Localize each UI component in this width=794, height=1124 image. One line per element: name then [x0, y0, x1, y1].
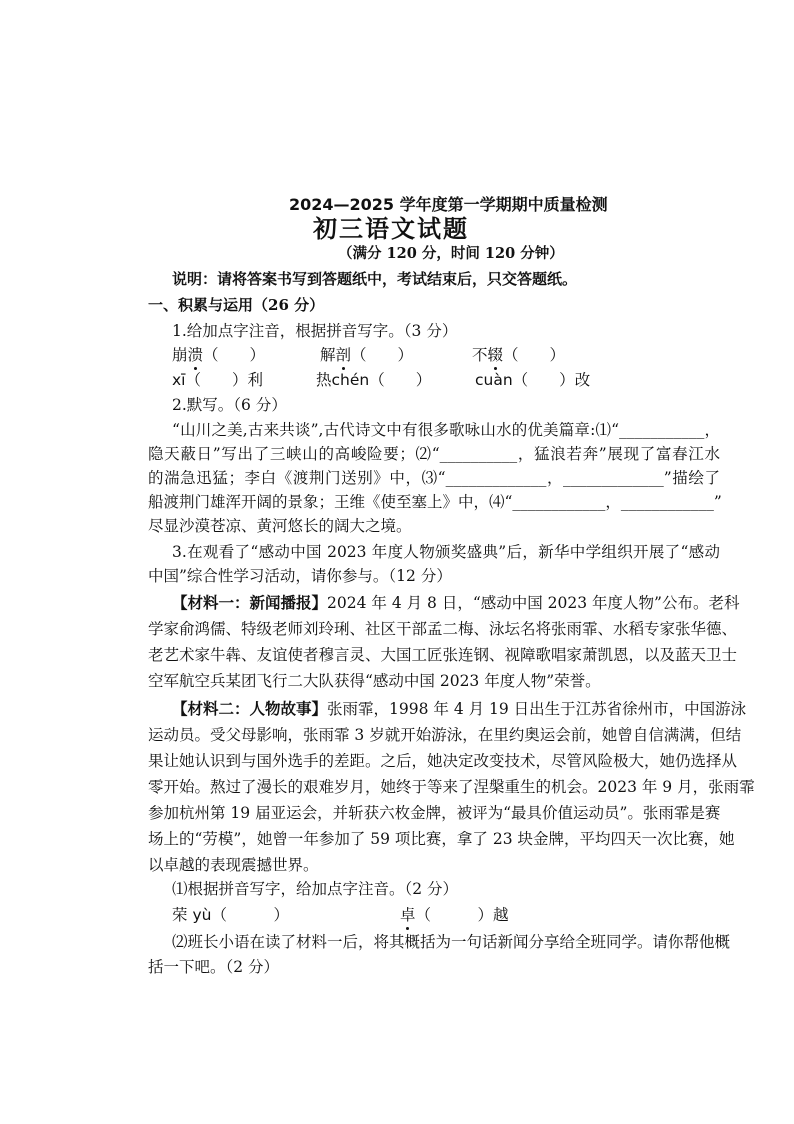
- q1-item-pre: 热: [316, 371, 332, 389]
- material-2-line: [172, 698, 747, 720]
- q2-text-line: 尽显沙漠苍凉、黄河悠长的阔大之境。: [148, 517, 412, 535]
- q2-text-line: “山川之美,古来共谈”,古代诗文中有很多歌咏山水的优美篇章:⑴“___________，: [172, 421, 720, 439]
- material-2-line: 运动员。受父母影响，张雨霏 3 岁就开始游泳，在里约奥运会前，她曾自信满满，但结: [148, 726, 742, 744]
- sub1-item-post: 越: [493, 906, 509, 924]
- material-2-line: 果让她认识到与国外选手的差距。之后，她决定改变技术，尽管风险极大，她仍选择从: [148, 752, 738, 770]
- material-1-line: 学家俞鸿儒、特级老师刘玲琍、社区干部孟二梅、泳坛名将张雨霏、水稻专家张华德、: [148, 620, 738, 638]
- dotted-char: 剖: [335, 346, 352, 364]
- q1-item-cuan-gai: [475, 369, 590, 391]
- q2-text-line: 船渡荆门雄浑开阔的景象；王维《使至塞上》中，⑷“____________，____________”: [148, 493, 722, 511]
- question-3-prompt: 中国”综合性学习活动，请你参与。（12 分）: [148, 567, 452, 585]
- subject-title: 初三语文试题: [313, 214, 469, 243]
- answer-paren[interactable]: （ ）: [503, 346, 566, 364]
- material-2-label: 【材料二：人物故事】: [172, 699, 328, 718]
- question-2-prompt: 2.默写。（6 分）: [172, 396, 287, 414]
- pinyin: cuàn: [475, 371, 513, 389]
- dotted-char: 卓: [400, 906, 416, 924]
- q1-item-pre: 解: [320, 346, 336, 364]
- sub1-item-rong-yu: [172, 904, 289, 926]
- dotted-char: 溃: [187, 346, 204, 364]
- section-heading: 一、积累与运用（26 分）: [148, 296, 325, 314]
- q1-item-post: 改: [574, 371, 591, 389]
- question-3-prompt: 3.在观看了“感动中国 2023 年度人物颁奖盛典”后，新华中学组织开展了“感动: [172, 543, 720, 561]
- instructions: 说明：请将答案书写到答题纸中，考试结束后，只交答题纸。: [172, 270, 578, 288]
- answer-paren[interactable]: （ ）: [203, 346, 266, 364]
- pinyin: xī: [172, 371, 186, 389]
- pinyin: chén: [331, 371, 370, 389]
- sub1-item-zhuo-yue: [400, 904, 509, 926]
- sub-question-2-prompt: ⑵班长小语在读了材料一后，将其概括为一句话新闻分享给全班同学。请你帮他概: [172, 933, 731, 951]
- material-2-line: 零开始。熬过了漫长的艰难岁月，她终于等来了涅槃重生的机会。2023 年 9 月，张雨霏: [148, 778, 755, 796]
- question-1-prompt: 1.给加点字注音，根据拼音写字。（3 分）: [172, 322, 458, 340]
- q1-item-re-chen: [316, 369, 431, 391]
- q1-item-pre: 崩: [172, 346, 188, 364]
- answer-paren[interactable]: （ ）: [415, 906, 494, 924]
- material-1-line: [172, 592, 740, 614]
- exam-title: 2024—2025 学年度第一学期期中质量检测: [289, 195, 608, 214]
- material-1-line: 空军航空兵某团飞行二大队获得“感动中国 2023 年度人物”荣誉。: [148, 672, 601, 690]
- q1-item-beng-kui: [172, 344, 265, 366]
- q1-item-jie-pou: [320, 344, 413, 366]
- answer-paren[interactable]: （ ）: [211, 906, 289, 924]
- material-2-line: 场上的“劳模”，她曾一年参加了 59 项比赛，拿了 23 块金牌，平均四天一次比赛，她: [148, 830, 735, 848]
- material-2-line: 参加杭州第 19 届亚运会，并斩获六枚金牌，被评为“最具价值运动员”。张雨霏是赛: [148, 804, 721, 822]
- material-1-line: 老艺术家牛犇、友谊使者穆言灵、大国工匠张连钢、视障歌唱家萧凯恩，以及蓝天卫士: [148, 646, 738, 664]
- q2-text-line: 的湍急迅猛；李白《渡荆门送别》中，⑶“_____________，_____________”描绘了: [148, 469, 720, 487]
- material-2-line: 以卓越的表现震撼世界。: [148, 856, 319, 874]
- answer-paren[interactable]: （ ）: [185, 371, 248, 389]
- dotted-char: 辍: [487, 346, 504, 364]
- q1-item-xi-li: [172, 369, 263, 391]
- q1-item-post: 利: [247, 371, 264, 389]
- q2-text-line: 隐天蔽日”写出了三峡山的高峻险要；⑵“__________，猛浪若奔”展现了富春江水: [148, 445, 720, 463]
- q1-item-pre: 不: [472, 346, 488, 364]
- score-time-note: （满分 120 分，时间 120 分钟）: [338, 245, 564, 262]
- q1-item-bu-chuo: [472, 344, 565, 366]
- material-2-text: 张雨霏，1998 年 4 月 19 日出生于江苏省徐州市，中国游泳: [327, 700, 747, 718]
- answer-paren[interactable]: （ ）: [512, 371, 575, 389]
- material-1-text: 2024 年 4 月 8 日，“感动中国 2023 年度人物”公布。老科: [327, 594, 740, 612]
- pinyin: yù: [192, 906, 212, 924]
- answer-paren[interactable]: （ ）: [369, 371, 432, 389]
- sub1-item-pre: 荣: [172, 906, 188, 924]
- sub-question-1-prompt: ⑴根据拼音写字，给加点字注音。（2 分）: [172, 880, 459, 898]
- sub-question-2-prompt: 括一下吧。（2 分）: [148, 958, 280, 976]
- material-1-label: 【材料一：新闻播报】: [172, 593, 328, 612]
- answer-paren[interactable]: （ ）: [351, 346, 414, 364]
